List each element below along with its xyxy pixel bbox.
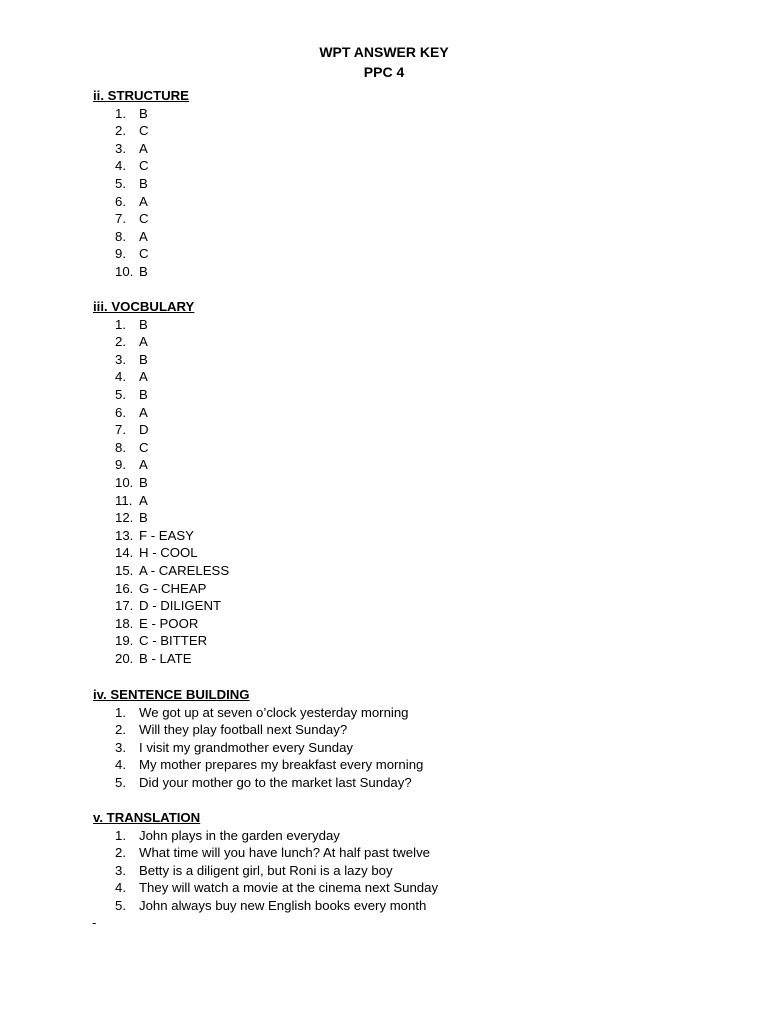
item-answer: My mother prepares my breakfast every morning <box>139 757 424 773</box>
section-heading: iii. VOCBULARY <box>93 299 195 314</box>
list-item <box>93 263 189 281</box>
item-answer: A <box>139 369 148 385</box>
list-item <box>93 492 194 510</box>
document-title: WPT ANSWER KEY <box>319 44 449 60</box>
list-item <box>93 175 189 193</box>
list-item <box>93 140 189 158</box>
item-answer: I visit my grandmother every Sunday <box>139 739 354 755</box>
item-answer: H - COOL <box>139 545 198 561</box>
list-item <box>93 580 207 598</box>
item-answer: F - EASY <box>139 527 194 543</box>
item-number: 11. <box>115 492 133 508</box>
section-vocabulary <box>93 298 230 667</box>
item-answer: C <box>139 439 149 455</box>
item-number: 1. <box>115 827 126 843</box>
list-item <box>93 615 199 633</box>
item-answer: A <box>139 140 148 156</box>
item-answer: Will they play football next Sunday? <box>139 722 348 738</box>
item-answer: What time will you have lunch? At half past twelve <box>139 845 431 861</box>
answer-list <box>93 704 424 792</box>
item-number: 7. <box>115 422 126 438</box>
section-sentence-building <box>93 686 424 792</box>
item-answer: B <box>139 386 148 402</box>
list-item <box>93 210 189 228</box>
item-number: 2. <box>115 334 126 350</box>
list-item <box>93 650 194 668</box>
item-answer: B <box>139 263 148 279</box>
item-number: 10. <box>115 263 134 279</box>
item-number: 2. <box>115 722 126 738</box>
section-heading: ii. STRUCTURE <box>93 88 189 103</box>
item-answer: B <box>139 175 148 191</box>
item-number: 12. <box>115 510 134 526</box>
item-answer: A <box>139 404 148 420</box>
item-number: 1. <box>115 316 126 332</box>
list-item <box>93 122 189 140</box>
item-number: 4. <box>115 880 126 896</box>
item-number: 8. <box>115 228 126 244</box>
item-answer: They will watch a movie at the cinema next Sunday <box>139 880 439 896</box>
item-answer: C <box>139 158 149 174</box>
section-translation <box>93 809 439 915</box>
list-item <box>93 756 424 774</box>
list-item <box>93 439 194 457</box>
item-number: 5. <box>115 897 126 913</box>
item-answer: A <box>139 334 148 350</box>
item-number: 4. <box>115 757 126 773</box>
list-item <box>93 527 194 545</box>
item-answer: B <box>139 316 148 332</box>
item-number: 1. <box>115 704 126 720</box>
list-item <box>93 632 208 650</box>
item-answer: Did your mother go to the market last Sunday? <box>139 774 412 790</box>
title-block <box>0 43 768 82</box>
list-item <box>93 316 194 334</box>
list-item <box>93 721 348 739</box>
item-answer: B <box>139 351 148 367</box>
item-answer: B <box>139 474 148 490</box>
item-answer: B <box>139 510 148 526</box>
item-number: 20. <box>115 650 134 666</box>
item-number: 5. <box>115 175 126 191</box>
section-structure <box>93 87 189 281</box>
item-number: 3. <box>115 862 126 878</box>
list-item <box>93 421 194 439</box>
item-number: 14. <box>115 545 134 561</box>
item-number: 9. <box>115 457 126 473</box>
list-item <box>93 879 439 897</box>
item-number: 1. <box>115 105 126 121</box>
item-answer: A <box>139 193 148 209</box>
item-number: 8. <box>115 439 126 455</box>
item-answer: C <box>139 123 149 139</box>
item-number: 6. <box>115 404 126 420</box>
item-answer: Betty is a diligent girl, but Roni is a lazy boy <box>139 862 393 878</box>
item-number: 5. <box>115 774 126 790</box>
list-item <box>93 597 222 615</box>
list-item <box>93 827 340 845</box>
item-number: 9. <box>115 246 126 262</box>
answer-list <box>93 827 439 915</box>
item-answer: D - DILIGENT <box>139 598 222 614</box>
list-item <box>93 193 189 211</box>
item-number: 17. <box>115 598 134 614</box>
item-answer: John always buy new English books every month <box>139 897 427 913</box>
list-item <box>93 544 198 562</box>
document-subtitle: PPC 4 <box>363 63 405 80</box>
trailing-dash: - <box>92 915 97 930</box>
item-number: 13. <box>115 527 134 543</box>
item-number: 6. <box>115 193 126 209</box>
list-item <box>93 404 194 422</box>
item-number: 16. <box>115 580 134 596</box>
item-answer: A - CARELESS <box>139 562 230 578</box>
item-answer: John plays in the garden everyday <box>139 827 340 843</box>
item-number: 15. <box>115 562 134 578</box>
item-number: 7. <box>115 211 126 227</box>
answer-list <box>93 316 230 668</box>
item-answer: B - LATE <box>139 650 192 666</box>
item-answer: C <box>139 246 149 262</box>
list-item <box>93 456 194 474</box>
list-item <box>93 862 393 880</box>
item-number: 3. <box>115 140 126 156</box>
item-number: 19. <box>115 633 134 649</box>
list-item <box>93 105 189 123</box>
list-item <box>93 228 189 246</box>
list-item <box>93 474 194 492</box>
list-item <box>93 386 194 404</box>
list-item <box>93 844 431 862</box>
item-number: 4. <box>115 369 126 385</box>
list-item <box>93 351 194 369</box>
item-number: 2. <box>115 845 126 861</box>
item-answer: C - BITTER <box>139 633 208 649</box>
list-item <box>93 245 189 263</box>
item-answer: A <box>139 457 148 473</box>
item-number: 3. <box>115 739 126 755</box>
item-answer: A <box>139 228 148 244</box>
list-item <box>93 368 194 386</box>
item-number: 4. <box>115 158 126 174</box>
list-item <box>93 704 409 722</box>
list-item <box>93 739 354 757</box>
item-number: 3. <box>115 351 126 367</box>
section-heading: iv. SENTENCE BUILDING <box>93 687 250 702</box>
list-item <box>93 157 189 175</box>
list-item <box>93 897 427 915</box>
item-answer: G - CHEAP <box>139 580 207 596</box>
item-number: 5. <box>115 386 126 402</box>
item-number: 18. <box>115 615 134 631</box>
item-answer: A <box>139 492 148 508</box>
list-item <box>93 333 194 351</box>
item-answer: We got up at seven o’clock yesterday morning <box>139 704 409 720</box>
item-answer: C <box>139 211 149 227</box>
section-heading: v. TRANSLATION <box>93 810 201 825</box>
item-answer: E - POOR <box>139 615 199 631</box>
item-number: 2. <box>115 123 126 139</box>
list-item <box>93 562 230 580</box>
list-item <box>93 774 412 792</box>
item-answer: D <box>139 422 149 438</box>
item-number: 10. <box>115 474 134 490</box>
answer-list <box>93 105 189 281</box>
list-item <box>93 509 194 527</box>
item-answer: B <box>139 105 148 121</box>
